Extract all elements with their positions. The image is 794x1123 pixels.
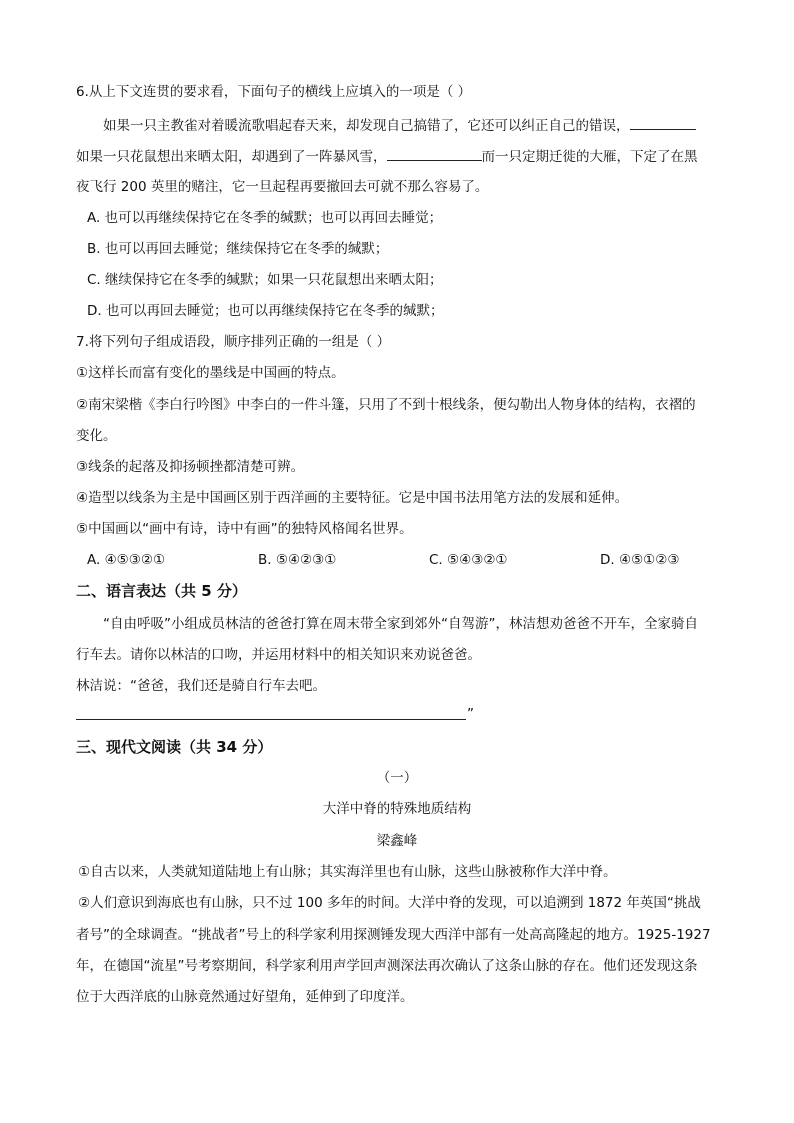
answer-prompt: 林洁说：“爸爸，我们还是骑自行车去吧。 — [76, 678, 326, 694]
article-paragraph-2-line-4: 位于大西洋底的山脉竟然通过好望角，延伸到了印度洋。 — [76, 989, 414, 1005]
q6-passage-line-3: 夜飞行 200 英里的赌注，它一旦起程再要撤回去可就不那么容易了。 — [76, 179, 489, 195]
q7-option-d[interactable]: D. ④⑤①②③ — [600, 552, 680, 568]
q7-sentence-2-cont: 变化。 — [76, 428, 117, 444]
section-2-para-line-1: “自由呼吸”小组成员林洁的爸爸打算在周末带全家到郊外“自驾游”，林洁想劝爸爸不开车，全家骑自 — [103, 616, 698, 632]
q6-passage-text-1: 如果一只主教雀对着暖流歌唱起春天来，却发现自己搞错了，它还可以纠正自己的错误， — [103, 118, 630, 134]
q6-option-b[interactable]: B. 也可以再回去睡觉；继续保持它在冬季的缄默； — [87, 241, 389, 257]
article-paragraph-1: ①自古以来，人类就知道陆地上有山脉；其实海洋里也有山脉，这些山脉被称作大洋中脊。 — [78, 864, 617, 880]
article-paragraph-2-line-1: ②人们意识到海底也有山脉，只不过 100 多年的时间。大洋中脊的发现，可以追溯到 1872 年英国“挑战 — [78, 895, 701, 911]
q6-passage-text-2: 如果一只花鼠想出来晒太阳，却遇到了一阵暴风雪， — [76, 149, 387, 165]
q7-sentence-1: ①这样长而富有变化的墨线是中国画的特点。 — [76, 365, 345, 381]
q7-sentence-4: ④造型以线条为主是中国画区别于西洋画的主要特征。它是中国书法用笔方法的发展和延伸。 — [76, 490, 629, 506]
q7-stem: 7.将下列句子组成语段，顺序排列正确的一组是（ ） — [76, 334, 391, 350]
section-3-heading: 三、现代文阅读（共 34 分） — [76, 738, 273, 756]
q6-passage-line-2 — [76, 146, 726, 167]
article-author: 梁鑫峰 — [376, 833, 418, 849]
closing-quote: ” — [467, 706, 474, 722]
answer-blank[interactable] — [630, 115, 696, 130]
section-2-para-line-2: 行车去。请你以林洁的口吻，并运用材料中的相关知识来劝说爸爸。 — [76, 647, 481, 663]
q6-stem: 6.从上下文连贯的要求看，下面句子的横线上应填入的一项是（ ） — [76, 84, 472, 100]
article-title: 大洋中脊的特殊地质结构 — [322, 801, 472, 817]
q6-option-c[interactable]: C. 继续保持它在冬季的缄默；如果一只花鼠想出来晒太阳； — [87, 272, 443, 288]
q6-option-d[interactable]: D. 也可以再回去睡觉；也可以再继续保持它在冬季的缄默； — [87, 303, 444, 319]
article-paragraph-2-line-2: 者号”的全球调查。“挑战者”号上的科学家利用探测锤发现大西洋中部有一处高高隆起的地方。1925-1927 — [76, 927, 711, 943]
q6-passage-line-1 — [103, 115, 723, 136]
q7-sentence-2: ②南宋梁楷《李白行吟图》中李白的一件斗篷，只用了不到十根线条，便勾勒出人物身体的结构，衣褶的 — [76, 397, 696, 413]
q7-option-c[interactable]: C. ⑤④③②① — [429, 552, 508, 568]
section-2-heading: 二、语言表达（共 5 分） — [76, 582, 247, 600]
article-paragraph-2-line-3: 年，在德国“流星”号考察期间，科学家利用声学回声测深法再次确认了这条山脉的存在。他们还发现这条 — [76, 958, 698, 974]
q6-passage-text-3: 而一只定期迁徙的大雁，下定了在黑 — [481, 149, 698, 165]
q6-option-a[interactable]: A. 也可以再继续保持它在冬季的缄默；也可以再回去睡觉； — [87, 210, 443, 226]
q7-sentence-5: ⑤中国画以“画中有诗，诗中有画”的独特风格闻名世界。 — [76, 521, 413, 537]
q7-sentence-3: ③线条的起落及抑扬顿挫都清楚可辨。 — [76, 459, 305, 475]
q7-option-b[interactable]: B. ⑤④②③① — [258, 552, 337, 568]
answer-line[interactable] — [76, 719, 466, 720]
part-label: （一） — [376, 770, 418, 786]
q7-option-a[interactable]: A. ④⑤③②① — [87, 552, 166, 568]
answer-blank[interactable] — [387, 146, 482, 161]
